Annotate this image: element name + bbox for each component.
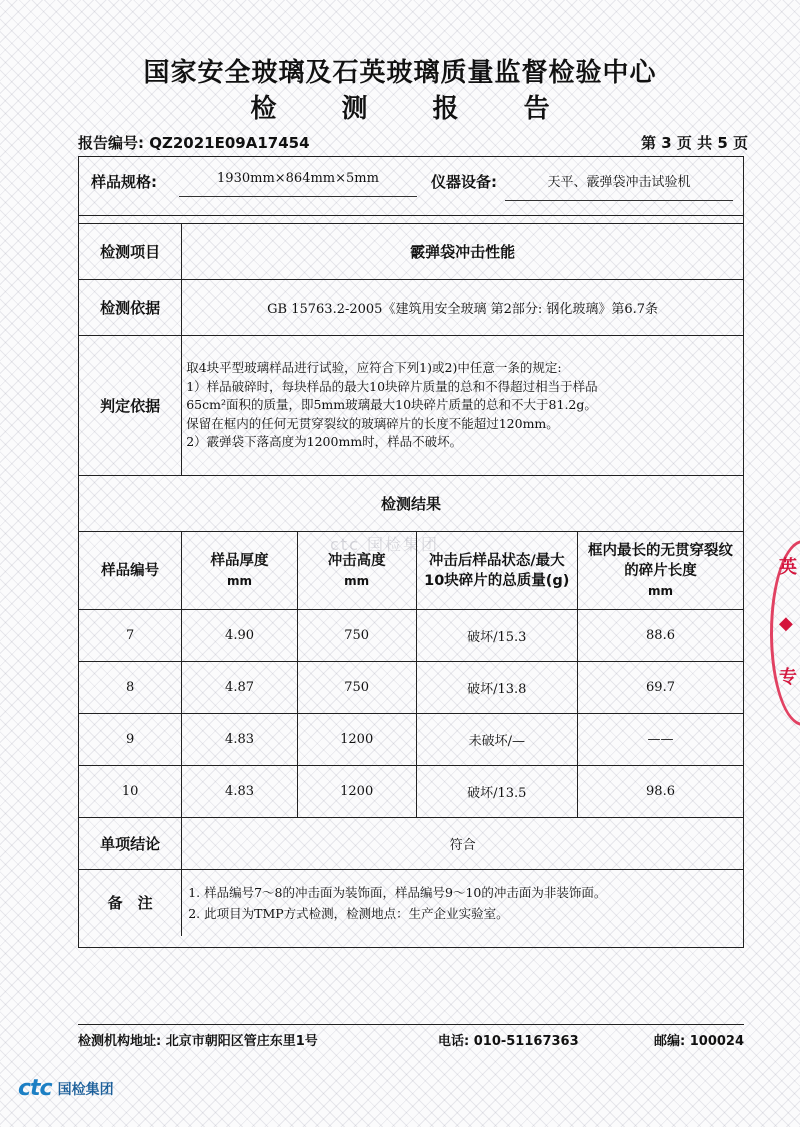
footer-address: 检测机构地址: 北京市朝阳区管庄东里1号: [78, 1034, 318, 1049]
table-row: [79, 714, 743, 766]
criteria-text: [182, 336, 743, 476]
cell-drop-height: 750: [297, 610, 416, 662]
criteria-line: 65cm²面积的质量，即5mm玻璃最大10块碎片质量的总和不大于81.2g。: [186, 397, 597, 413]
watermark: ctc 国检集团: [330, 535, 439, 554]
cell-thickness: 4.87: [182, 662, 298, 714]
remark-line: 1. 样品编号7～8的冲击面为装饰面，样品编号9～10的冲击面为非装饰面。: [188, 884, 607, 900]
spec-label: 样品规格:: [91, 173, 157, 191]
criteria-line: 2）霰弹袋下落高度为1200mm时，样品不破坏。: [186, 434, 463, 450]
company-logo: [18, 1076, 114, 1101]
results-title: 检测结果: [79, 476, 743, 532]
col-fragment-length: 框内最长的无贯穿裂纹的碎片长度 mm: [578, 532, 743, 610]
report-title: 检 测 报 告: [250, 94, 578, 124]
cell-sample-no: 7: [79, 610, 182, 662]
cell-state-mass: 破坏/13.5: [416, 766, 578, 818]
cell-drop-height: 1200: [297, 714, 416, 766]
table-row: [79, 610, 743, 662]
cell-state-mass: 破坏/13.8: [416, 662, 578, 714]
conclusion-label: 单项结论: [79, 818, 182, 870]
col-sample-no: 样品编号: [79, 532, 182, 610]
col-thickness: 样品厚度 mm: [182, 532, 298, 610]
footer: [78, 1024, 744, 1051]
cell-fragment-length: 69.7: [578, 662, 743, 714]
test-basis-label: 检测依据: [79, 280, 182, 336]
instrument-value: 天平、霰弹袋冲击试验机: [505, 171, 733, 201]
cell-sample-no: 8: [79, 662, 182, 714]
test-item-value: 霰弹袋冲击性能: [182, 224, 743, 280]
page-info: 第 3 页 共 5 页: [641, 134, 748, 152]
criteria-label: 判定依据: [79, 336, 182, 476]
remarks-text: [182, 870, 743, 936]
cell-thickness: 4.83: [182, 714, 298, 766]
cell-state-mass: 破坏/15.3: [416, 610, 578, 662]
conclusion-value: 符合: [182, 818, 743, 870]
cell-sample-no: 9: [79, 714, 182, 766]
report-frame: [78, 156, 744, 948]
cell-drop-height: 750: [297, 662, 416, 714]
instrument-label: 仪器设备:: [431, 173, 497, 191]
cell-state-mass: 未破坏/—: [416, 714, 578, 766]
footer-phone: 电话: 010-51167363: [438, 1034, 579, 1049]
criteria-line: 保留在框内的任何无贯穿裂纹的玻璃碎片的长度不能超过120mm。: [186, 415, 559, 431]
cell-drop-height: 1200: [297, 766, 416, 818]
cell-fragment-length: 98.6: [578, 766, 743, 818]
test-basis-value: GB 15763.2-2005《建筑用安全玻璃 第2部分: 钢化玻璃》第6.7条: [182, 280, 743, 336]
col-state-mass: 冲击后样品状态/最大10块碎片的总质量(g): [416, 532, 578, 610]
criteria-line: 取4块平型玻璃样品进行试验，应符合下列1)或2)中任意一条的规定:: [186, 360, 562, 376]
report-number: [78, 132, 310, 153]
cell-thickness: 4.90: [182, 610, 298, 662]
col-drop-height: 冲击高度 mm: [297, 532, 416, 610]
report-number-label: 报告编号:: [78, 134, 144, 152]
remark-line: 2. 此项目为TMP方式检测，检测地点：生产企业实验室。: [188, 905, 509, 921]
report-number-value: QZ2021E09A17454: [149, 134, 310, 152]
logo-text: 国检集团: [57, 1081, 114, 1098]
red-seal-stamp: 英 ◆ 专: [770, 540, 800, 726]
ctc-logo-icon: ctc: [18, 1076, 52, 1101]
criteria-line: 1）样品破碎时，每块样品的最大10块碎片质量的总和不得超过相当于样品: [186, 378, 598, 394]
cell-fragment-length: 88.6: [578, 610, 743, 662]
table-row: [79, 662, 743, 714]
spec-value: 1930mm×864mm×5mm: [179, 171, 417, 197]
cell-sample-no: 10: [79, 766, 182, 818]
cell-thickness: 4.83: [182, 766, 298, 818]
table-row: [79, 766, 743, 818]
center-title: 国家安全玻璃及石英玻璃质量监督检验中心: [143, 58, 657, 88]
test-item-label: 检测项目: [79, 224, 182, 280]
remarks-label: 备 注: [79, 870, 182, 936]
cell-fragment-length: ——: [578, 714, 743, 766]
test-table: [79, 223, 743, 936]
footer-postcode: 邮编: 100024: [654, 1034, 744, 1049]
sample-info-row: [79, 157, 743, 216]
